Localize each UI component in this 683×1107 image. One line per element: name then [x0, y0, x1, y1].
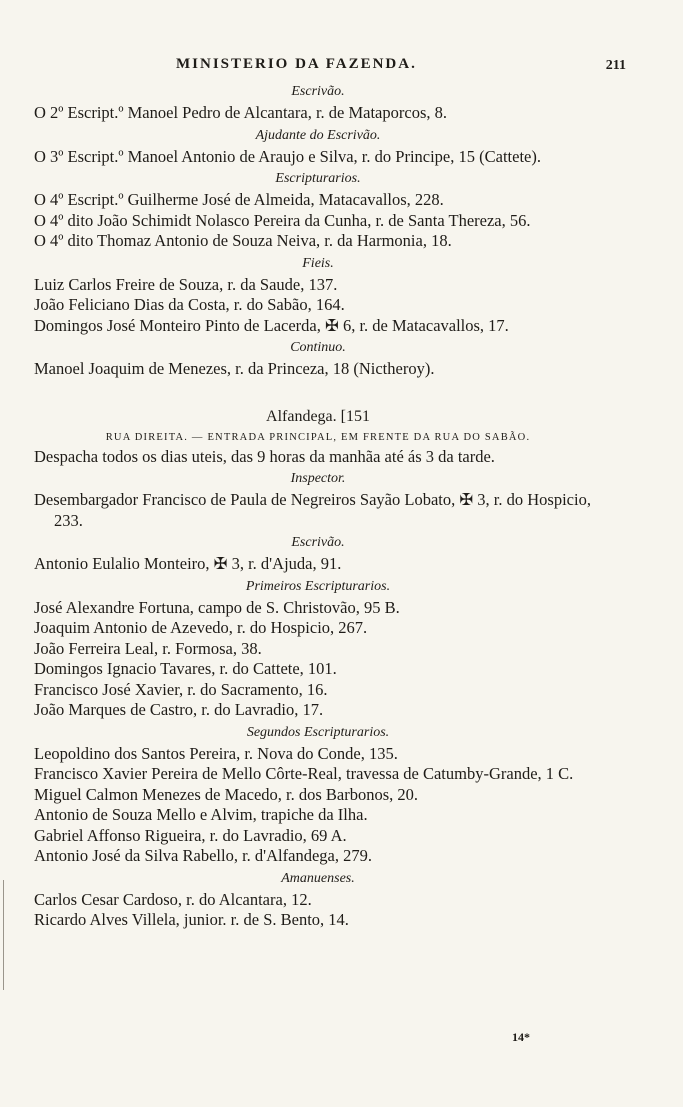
running-head — [34, 56, 626, 78]
staff-entry: Carlos Cesar Cardoso, r. do Alcantara, 12. — [34, 889, 312, 909]
staff-entry: Luiz Carlos Freire de Souza, r. da Saude, 137. — [34, 274, 338, 294]
staff-entry: O 4º dito João Schimidt Nolasco Pereira da Cunha, r. de Santa Thereza, 56. — [34, 210, 531, 230]
staff-entry: José Alexandre Fortuna, campo de S. Christovão, 95 B. — [34, 597, 400, 617]
staff-entry: João Feliciano Dias da Costa, r. do Sabão, 164. — [34, 295, 345, 314]
staff-entry: Domingos José Monteiro Pinto de Lacerda, ✠ 6, r. de Matacavallos, 17. — [34, 315, 509, 335]
alfandega-title: Alfandega. [151 — [266, 407, 370, 425]
staff-entry: Francisco Xavier Pereira de Mello Côrte-Real, travessa de Catumby-Grande, 1 C. — [34, 764, 574, 783]
margin-rule — [3, 880, 4, 990]
role-heading: Segundos Escripturarios. — [246, 724, 390, 740]
role-heading: Escrivão. — [291, 535, 345, 550]
printer-signature: 14* — [512, 1030, 530, 1044]
staff-entry: João Ferreira Leal, r. Formosa, 38. — [34, 638, 262, 658]
alfandega-hours: Despacha todos os dias uteis, das 9 horas da manhãa até ás 3 da tarde. — [34, 446, 495, 466]
staff-entry: Joaquim Antonio de Azevedo, r. do Hospicio, 267. — [34, 618, 368, 637]
staff-entry: Antonio José da Silva Rabello, r. d'Alfandega, 279. — [34, 846, 372, 865]
staff-entry: Gabriel Affonso Rigueira, r. do Lavradio, 69 A. — [34, 825, 347, 845]
role-heading: Escrivão. — [291, 84, 345, 99]
section-spacer — [34, 380, 602, 402]
staff-entry: O 4º Escript.º Guilherme José de Almeida, Matacavallos, 228. — [34, 190, 444, 209]
alfandega-staff-section — [34, 469, 602, 931]
staff-entry: Manoel Joaquim de Menezes, r. da Princeza, 18 (Nictheroy). — [34, 359, 435, 378]
role-heading: Continuo. — [290, 340, 346, 355]
staff-entry: Domingos Ignacio Tavares, r. do Cattete, 101. — [34, 659, 337, 678]
staff-entry: João Marques de Castro, r. do Lavradio, 17. — [34, 700, 324, 719]
staff-entry: Desembargador Francisco de Paula de Negreiros Sayão Lobato, ✠ 3, r. do Hospicio, 233. — [34, 490, 591, 530]
page — [34, 56, 626, 931]
page-number: 211 — [605, 58, 626, 73]
staff-entry: Ricardo Alves Villela, junior. r. de S. Bento, 14. — [34, 910, 349, 929]
staff-entry: Miguel Calmon Menezes de Macedo, r. dos Barbonos, 20. — [34, 784, 419, 804]
staff-entry: Antonio de Souza Mello e Alvim, trapiche da Ilha. — [34, 805, 368, 824]
role-heading: Escripturarios. — [275, 171, 361, 186]
staff-entry: O 4º dito Thomaz Antonio de Souza Neiva, r. da Harmonia, 18. — [34, 231, 452, 250]
alfandega-address: RUA DIREITA. — ENTRADA PRINCIPAL, EM FRENTE DA RUA DO SABÃO. — [105, 431, 531, 443]
role-heading: Primeiros Escripturarios. — [245, 578, 391, 594]
running-title: MINISTERIO DA FAZENDA. — [176, 56, 417, 72]
role-heading: Fieis. — [302, 255, 334, 271]
staff-entry: O 3º Escript.º Manoel Antonio de Araujo e Silva, r. do Principe, 15 (Cattete). — [34, 146, 541, 166]
staff-entry: Leopoldino dos Santos Pereira, r. Nova do Conde, 135. — [34, 743, 398, 763]
staff-entry: Francisco José Xavier, r. do Sacramento, 16. — [34, 679, 328, 699]
staff-entry: O 2º Escript.º Manoel Pedro de Alcantara, r. de Mataporcos, 8. — [34, 103, 447, 122]
role-heading: Amanuenses. — [281, 870, 355, 886]
staff-entry: Antonio Eulalio Monteiro, ✠ 3, r. d'Ajuda, 91. — [34, 554, 342, 573]
ministry-staff-section — [34, 82, 602, 380]
role-heading: Ajudante do Escrivão. — [255, 127, 381, 143]
role-heading: Inspector. — [290, 471, 346, 486]
